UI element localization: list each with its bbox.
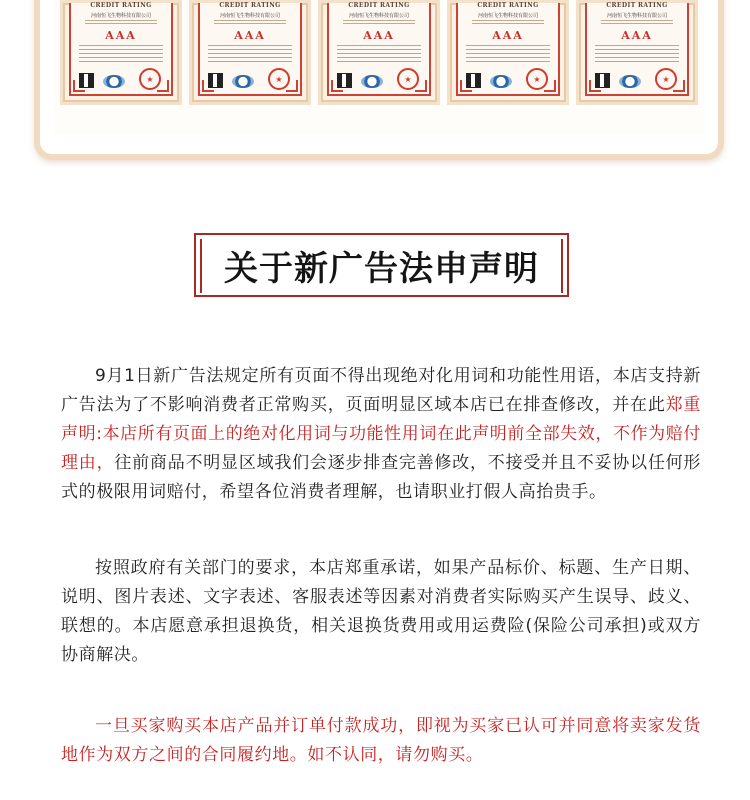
page-title: 关于新广告法申声明 (224, 248, 539, 289)
certificate-grade: AAA (621, 29, 653, 42)
statement-paragraph-2: 按照政府有关部门的要求，本店郑重承诺，如果产品标价、标题、生产日期、说明、图片表述、文字表述、客服表述等因素对消费者实际购买产生误导、歧义、联想的。本店愿意承担退换货，相关退换货费用或用运费险(保险公司承担)或双方协商解决。 (61, 558, 701, 665)
heading-frame (194, 233, 569, 297)
certificate-company: 河南恒飞生物科技有限公司 (90, 13, 151, 19)
certificate-grade: AAA (492, 29, 524, 42)
statement-paragraph-1 (61, 362, 701, 507)
qr-code-icon (595, 73, 610, 88)
seal-icon: ★ (655, 68, 677, 90)
certificate-text-lines (208, 45, 292, 65)
certificate-title: CREDIT RATING (219, 2, 281, 9)
certificate-grade: AAA (363, 29, 395, 42)
qr-code-icon (337, 73, 352, 88)
qr-code-icon (79, 73, 94, 88)
certificate-lines (601, 20, 673, 26)
certificate-text-lines (79, 45, 163, 65)
certificate-lines (214, 20, 286, 26)
certificate-body (69, 3, 173, 96)
statement-paragraph-3: 一旦买家购买本店产品并订单付款成功，即视为买家已认可并同意将卖家发货地作为双方之间的合同履约地。如不认同，请勿购买。 (61, 716, 701, 765)
certificate-body (327, 3, 431, 96)
certificate-company: 河南恒飞生物科技有限公司 (348, 13, 409, 19)
emblem-icon (619, 75, 641, 88)
certificate-text-lines (466, 45, 550, 65)
certificate-card (189, 0, 311, 105)
certificate-text-lines (337, 45, 421, 65)
certificate-lines (472, 20, 544, 26)
certificate-card (318, 0, 440, 105)
qr-code-icon (208, 73, 223, 88)
certificate-company: 河南恒飞生物科技有限公司 (219, 13, 280, 19)
seal-icon: ★ (526, 68, 548, 90)
certificate-row (60, 0, 698, 105)
emblem-icon (103, 75, 125, 88)
certificate-showcase (34, 0, 724, 160)
certificate-lines (85, 20, 157, 26)
seal-icon: ★ (139, 68, 161, 90)
certificate-company: 河南恒飞生物科技有限公司 (606, 13, 667, 19)
seal-icon: ★ (397, 68, 419, 90)
certificate-title: CREDIT RATING (477, 2, 539, 9)
emblem-icon (232, 75, 254, 88)
certificate-panel (54, 0, 704, 134)
certificate-company: 河南恒飞生物科技有限公司 (477, 13, 538, 19)
statement-text: 9月1日新广告法规定所有页面不得出现绝对化用词和功能性用语，本店支持新广告法为了不影响消费者正常购买，页面明显区域本店已在排查修改，并在此 (61, 366, 701, 415)
certificate-title: CREDIT RATING (348, 2, 410, 9)
certificate-body (198, 3, 302, 96)
certificate-lines (343, 20, 415, 26)
certificate-card (576, 0, 698, 105)
certificate-grade: AAA (234, 29, 266, 42)
seal-icon: ★ (268, 68, 290, 90)
certificate-text-lines (595, 45, 679, 65)
emblem-icon (490, 75, 512, 88)
certificate-body (585, 3, 689, 96)
certificate-card (60, 0, 182, 105)
certificate-title: CREDIT RATING (606, 2, 668, 9)
statement-highlight: 郑重声明:本店所有页面上的绝对化用词与功能性用词在此声明前全部失效，不作为赔付理由， (61, 395, 701, 473)
certificate-body (456, 3, 560, 96)
emblem-icon (361, 75, 383, 88)
certificate-title: CREDIT RATING (90, 2, 152, 9)
certificate-card (447, 0, 569, 105)
certificate-grade: AAA (105, 29, 137, 42)
statement-text: 往前商品不明显区域我们会逐步排查完善修改，不接受并且不妥协以任何形式的极限用词赔付，希望各位消费者理解，也请职业打假人高抬贵手。 (61, 453, 701, 502)
qr-code-icon (466, 73, 481, 88)
